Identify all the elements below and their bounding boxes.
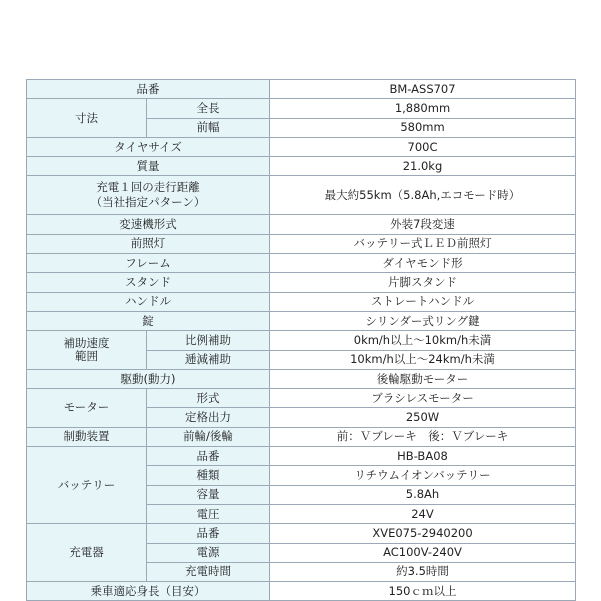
row-gear	[27, 215, 576, 234]
value-frame: ダイヤモンド形	[270, 254, 576, 273]
value-charger-power: AC100V-240V	[270, 543, 576, 562]
value-assist-proportional: 0km/h以上〜10km/h未満	[270, 331, 576, 350]
value-motor-type: ブラシレスモーター	[270, 389, 576, 408]
row-brake	[27, 427, 576, 446]
value-width: 580mm	[270, 118, 576, 137]
label-assist-reducing: 逓減補助	[147, 350, 270, 369]
row-tire-size	[27, 137, 576, 156]
group-dimensions: 寸法	[27, 99, 147, 138]
value-charger-time: 約3.5時間	[270, 562, 576, 581]
value-weight: 21.0kg	[270, 157, 576, 176]
group-charger: 充電器	[27, 524, 147, 582]
row-weight	[27, 157, 576, 176]
label-charger-power: 電源	[147, 543, 270, 562]
label-weight: 質量	[27, 157, 270, 176]
value-charger-model: XVE075-2940200	[270, 524, 576, 543]
row-handle	[27, 292, 576, 311]
row-rider-height	[27, 582, 576, 601]
label-battery-kind: 種類	[147, 466, 270, 485]
row-battery-model	[27, 447, 576, 466]
row-range	[27, 176, 576, 215]
label-range	[27, 176, 270, 215]
value-battery-capacity: 5.8Ah	[270, 485, 576, 504]
value-gear: 外装7段変速	[270, 215, 576, 234]
label-frame: フレーム	[27, 254, 270, 273]
value-tire-size: 700C	[270, 137, 576, 156]
label-motor-type: 形式	[147, 389, 270, 408]
value-rider-height: 150ｃｍ以上	[270, 582, 576, 601]
label-charger-time: 充電時間	[147, 562, 270, 581]
value-motor-output: 250W	[270, 408, 576, 427]
label-battery-model: 品番	[147, 447, 270, 466]
label-battery-voltage: 電圧	[147, 504, 270, 523]
value-handle: ストレートハンドル	[270, 292, 576, 311]
label-range-line2: （当社指定パターン）	[90, 195, 206, 210]
label-length: 全長	[147, 99, 270, 118]
value-range: 最大約55km（5.8Ah,エコモード時）	[270, 176, 576, 215]
group-battery: バッテリー	[27, 447, 147, 524]
label-battery-capacity: 容量	[147, 485, 270, 504]
label-range-line1: 充電１回の走行距離	[96, 180, 200, 195]
group-brake: 制動装置	[27, 427, 147, 446]
label-stand: スタンド	[27, 273, 270, 292]
value-drive: 後輪駆動モーター	[270, 369, 576, 388]
label-handle: ハンドル	[27, 292, 270, 311]
row-model-no	[27, 80, 576, 99]
row-headlight	[27, 234, 576, 253]
value-stand: 片脚スタンド	[270, 273, 576, 292]
row-lock	[27, 311, 576, 330]
row-stand	[27, 273, 576, 292]
row-drive	[27, 369, 576, 388]
label-headlight: 前照灯	[27, 234, 270, 253]
value-battery-kind: リチウムイオンバッテリー	[270, 466, 576, 485]
group-motor: モーター	[27, 389, 147, 428]
group-assist	[27, 331, 147, 370]
value-length: 1,880mm	[270, 99, 576, 118]
value-lock: シリンダー式リング鍵	[270, 311, 576, 330]
value-battery-model: HB-BA08	[270, 447, 576, 466]
label-width: 前幅	[147, 118, 270, 137]
row-frame	[27, 254, 576, 273]
row-motor-type	[27, 389, 576, 408]
label-gear: 変速機形式	[27, 215, 270, 234]
label-rider-height: 乗車適応身長（目安）	[27, 582, 270, 601]
label-assist-proportional: 比例補助	[147, 331, 270, 350]
label-motor-output: 定格出力	[147, 408, 270, 427]
label-model-no: 品番	[27, 80, 270, 99]
label-charger-model: 品番	[147, 524, 270, 543]
value-assist-reducing: 10km/h以上〜24km/h未満	[270, 350, 576, 369]
label-lock: 錠	[27, 311, 270, 330]
spec-table	[26, 79, 576, 601]
label-tire-size: タイヤサイズ	[27, 137, 270, 156]
label-brake: 前輪/後輪	[147, 427, 270, 446]
row-length	[27, 99, 576, 118]
group-assist-line2: 範囲	[75, 349, 98, 364]
group-assist-line1: 補助速度	[63, 336, 110, 351]
value-brake: 前：Ｖブレーキ 後：Ｖブレーキ	[270, 427, 576, 446]
value-model-no: BM-ASS707	[270, 80, 576, 99]
row-assist-proportional	[27, 331, 576, 350]
row-charger-model	[27, 524, 576, 543]
value-battery-voltage: 24V	[270, 504, 576, 523]
label-drive: 駆動(動力)	[27, 369, 270, 388]
value-headlight: バッテリー式ＬＥＤ前照灯	[270, 234, 576, 253]
